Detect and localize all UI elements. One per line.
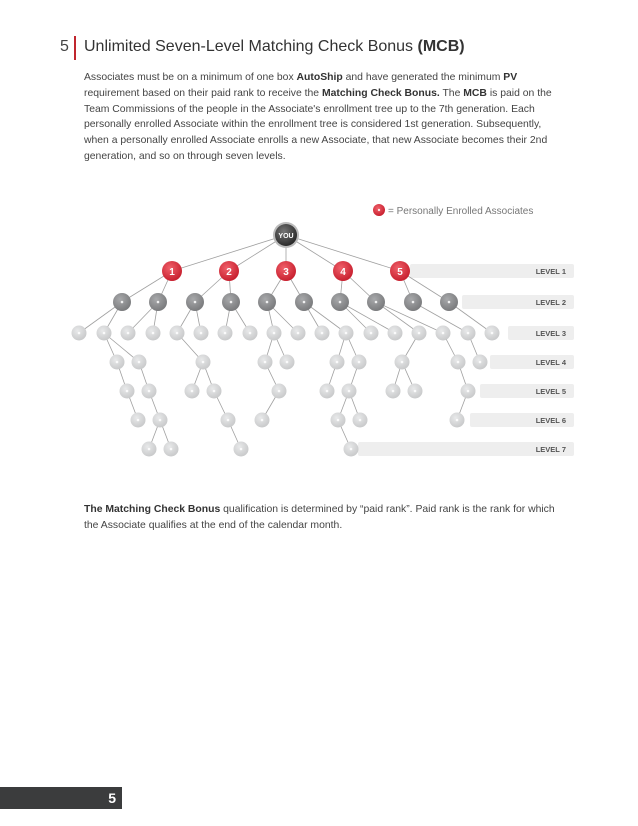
level-3-node-center: [467, 332, 470, 335]
level-4-node-center: [202, 361, 205, 364]
root-label: YOU: [278, 233, 294, 240]
level-3-node-center: [345, 332, 348, 335]
level-6-node-center: [337, 419, 340, 422]
intro-segment: and have generated the minimum: [342, 72, 504, 83]
enrollment-tree-diagram: [0, 195, 638, 470]
level-3-node-center: [418, 332, 421, 335]
level-6-node-center: [159, 419, 162, 422]
level-3-node-center: [491, 332, 494, 335]
level-3-node-center: [249, 332, 252, 335]
level-4-node-center: [336, 361, 339, 364]
paid-rank-paragraph: [84, 502, 564, 534]
personally-enrolled-number: 4: [340, 267, 346, 278]
section-title-abbrev: (MCB): [417, 38, 465, 55]
level-3-node-center: [103, 332, 106, 335]
level-3-node-center: [297, 332, 300, 335]
level-label: LEVEL 7: [535, 445, 566, 454]
level-6-node-center: [227, 419, 230, 422]
level-2-node-center: [303, 301, 306, 304]
level-2-node-center: [157, 301, 160, 304]
level-2-node-center: [375, 301, 378, 304]
legend-red-dot-center: [378, 209, 380, 211]
level-6-node-center: [456, 419, 459, 422]
level-6-node-center: [261, 419, 264, 422]
level-2-node-center: [412, 301, 415, 304]
level-label: LEVEL 1: [535, 267, 566, 276]
page-number: 5: [108, 790, 116, 806]
outro-segment: qualification is determined by “paid rank”. Paid rank is the rank for which the Associate qualifies at the end of the calendar month.: [84, 504, 555, 531]
intro-segment: is paid on the Team Commissions of the people in the Associate's enrollment tree up to the 7th generation. Each personally enrolled Associate within the enrollment tree is considered 1st generation. Subsequently, when a personally enrolled Associate enrolls a new Associate, that new Associate becomes their 2nd generation, and so on through seven levels.: [84, 87, 552, 162]
level-2-node-center: [339, 301, 342, 304]
level-4-node-center: [286, 361, 289, 364]
level-7-node-center: [170, 448, 173, 451]
level-5-node-center: [148, 390, 151, 393]
level-5-node-center: [126, 390, 129, 393]
level-2-node-center: [266, 301, 269, 304]
personally-enrolled-number: 3: [283, 267, 289, 278]
level-label: LEVEL 4: [535, 358, 566, 367]
section-number: 5: [60, 38, 69, 55]
level-3-node-center: [152, 332, 155, 335]
level-3-node-center: [442, 332, 445, 335]
level-5-node-center: [348, 390, 351, 393]
level-3-node-center: [78, 332, 81, 335]
level-label: LEVEL 6: [535, 416, 566, 425]
level-7-node-center: [350, 448, 353, 451]
level-4-node-center: [358, 361, 361, 364]
level-3-node-center: [394, 332, 397, 335]
level-5-node-center: [213, 390, 216, 393]
section-title: [84, 38, 465, 56]
level-2-node-center: [448, 301, 451, 304]
level-2-node-center: [194, 301, 197, 304]
level-4-node-center: [264, 361, 267, 364]
intro-segment: Matching Check Bonus.: [321, 87, 440, 99]
level-6-node-center: [359, 419, 362, 422]
level-5-node-center: [191, 390, 194, 393]
level-3-node-center: [370, 332, 373, 335]
personally-enrolled-number: 1: [169, 267, 175, 278]
level-3-node-center: [176, 332, 179, 335]
intro-paragraph: [84, 70, 564, 165]
level-3-node-center: [321, 332, 324, 335]
level-2-node-center: [230, 301, 233, 304]
section-title-text: Unlimited Seven-Level Matching Check Bonus: [84, 38, 418, 55]
level-3-node-center: [127, 332, 130, 335]
level-5-node-center: [278, 390, 281, 393]
intro-segment: AutoShip: [296, 72, 343, 83]
level-5-node-center: [392, 390, 395, 393]
level-4-node-center: [479, 361, 482, 364]
level-5-node-center: [326, 390, 329, 393]
level-3-node-center: [200, 332, 203, 335]
personally-enrolled-number: 5: [397, 267, 403, 278]
level-5-node-center: [414, 390, 417, 393]
level-4-node-center: [116, 361, 119, 364]
personally-enrolled-number: 2: [226, 267, 232, 278]
outro-segment: The Matching Check Bonus: [84, 504, 221, 515]
level-3-node-center: [273, 332, 276, 335]
legend-text: = Personally Enrolled Associates: [388, 206, 534, 217]
level-label: LEVEL 5: [535, 387, 566, 396]
level-7-node-center: [148, 448, 151, 451]
level-4-node-center: [138, 361, 141, 364]
level-4-node-center: [457, 361, 460, 364]
level-3-node-center: [224, 332, 227, 335]
intro-segment: Associates must be on a minimum of one box: [84, 72, 297, 83]
level-7-node-center: [240, 448, 243, 451]
level-4-node-center: [401, 361, 404, 364]
level-label: LEVEL 3: [535, 329, 566, 338]
level-2-node-center: [121, 301, 124, 304]
intro-segment: MCB: [463, 87, 487, 99]
intro-segment: requirement based on their paid rank to receive the: [84, 87, 322, 99]
level-5-node-center: [467, 390, 470, 393]
intro-segment: The: [439, 87, 464, 99]
section-divider: [74, 36, 76, 60]
level-6-node-center: [137, 419, 140, 422]
level-label: LEVEL 2: [535, 298, 566, 307]
intro-segment: PV: [503, 72, 518, 83]
